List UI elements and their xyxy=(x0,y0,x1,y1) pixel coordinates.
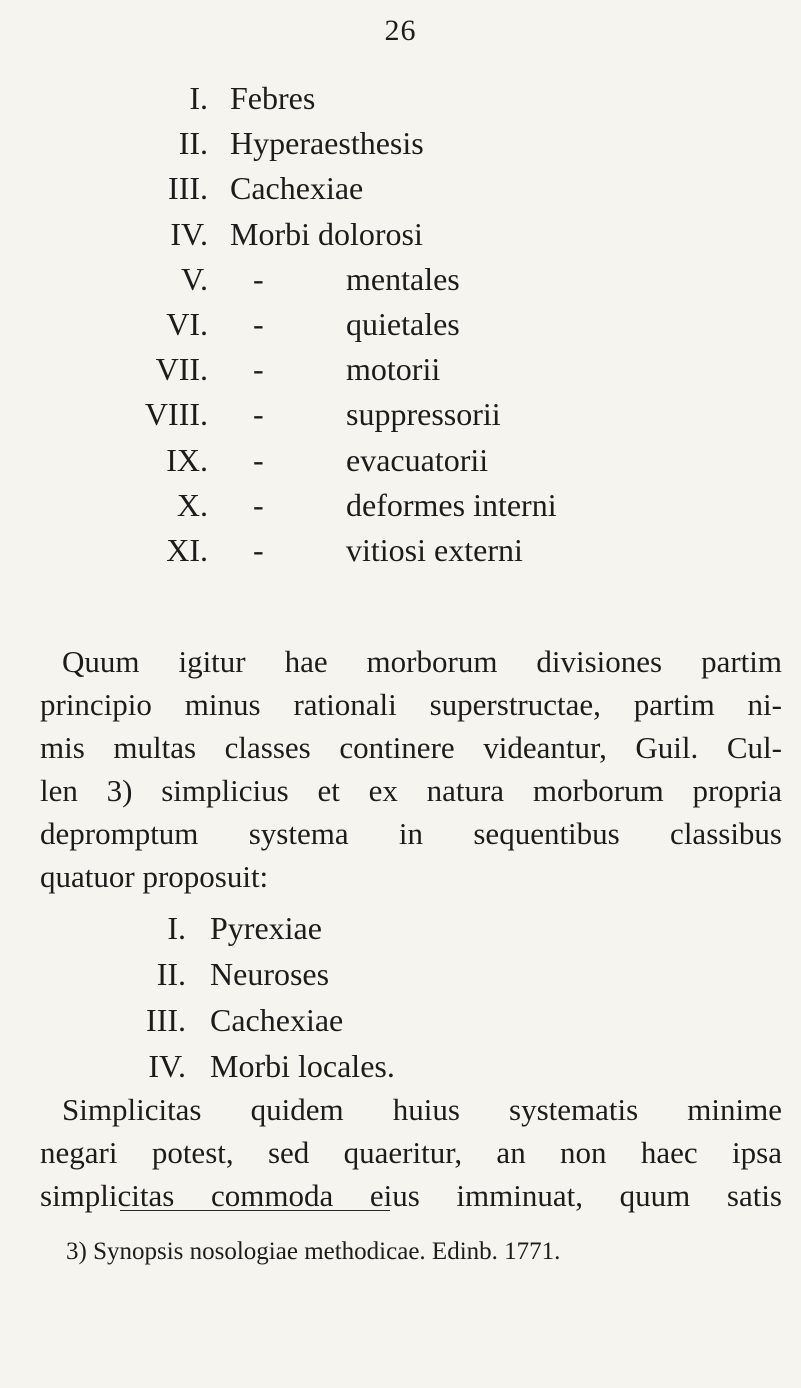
list-label: vitiosi externi xyxy=(346,532,523,568)
list-number: X. xyxy=(176,486,208,523)
text-line: quatuor proposuit: xyxy=(40,859,269,894)
text-line: simplicitas commoda eius imminuat, quum satis xyxy=(40,1178,782,1213)
list-label: Neuroses xyxy=(210,956,330,992)
text-line: Simplicitas quidem huius systematis minime xyxy=(62,1092,782,1127)
paragraph-simplicitas xyxy=(40,1088,782,1217)
text-line: mis multas classes continere videantur, Guil. Cul- xyxy=(40,730,782,765)
list-number: IV. xyxy=(148,1048,186,1084)
list-number: VII. xyxy=(155,351,208,388)
list-label: Cachexiae xyxy=(230,170,364,207)
list-label: Hyperaesthesis xyxy=(230,125,424,162)
paragraph-cullen xyxy=(40,640,782,898)
text-line: Quum igitur hae morborum divisiones partim xyxy=(62,644,782,679)
list-label: Pyrexiae xyxy=(210,910,322,946)
list-number: II. xyxy=(178,125,208,162)
list-number: I. xyxy=(167,910,186,946)
list-number: VIII. xyxy=(144,396,208,433)
list-number: IV. xyxy=(170,215,208,252)
ditto-dash: - xyxy=(253,441,264,478)
list-number: IX. xyxy=(166,441,208,478)
list-label: Morbi dolorosi xyxy=(230,215,423,252)
list-label: quietales xyxy=(346,306,460,342)
ditto-dash: - xyxy=(253,396,264,433)
footnote-rule xyxy=(120,1210,390,1211)
footnote: 3) Synopsis nosologiae methodicae. Edinb. 1771. xyxy=(66,1238,561,1265)
text-line: negari potest, sed quaeritur, an non haec ipsa xyxy=(40,1135,782,1170)
list-label: mentales xyxy=(346,260,460,297)
list-number: XI. xyxy=(166,532,208,568)
ditto-dash: - xyxy=(253,306,264,342)
text-line: len 3) simplicius et ex natura morborum propria xyxy=(40,773,782,808)
list-label: evacuatorii xyxy=(346,441,489,478)
list-label: Febres xyxy=(230,80,316,116)
ditto-dash: - xyxy=(253,260,264,297)
ditto-dash: - xyxy=(253,486,264,523)
ditto-dash: - xyxy=(253,532,264,568)
list-label: Cachexiae xyxy=(210,1002,344,1038)
list-number: II. xyxy=(156,956,186,992)
page-number: 26 xyxy=(384,14,417,47)
list-label: deformes interni xyxy=(346,486,557,523)
list-number: V. xyxy=(181,260,208,297)
list-label: Morbi locales. xyxy=(210,1048,395,1084)
text-line: principio minus rationali superstructae, partim ni- xyxy=(40,687,782,722)
list-number: I. xyxy=(189,80,208,116)
text-line: depromptum systema in sequentibus classibus xyxy=(40,816,782,851)
list-number: III. xyxy=(168,170,208,207)
list-label: motorii xyxy=(346,351,441,388)
list-number: III. xyxy=(146,1002,186,1038)
list-number: VI. xyxy=(166,306,208,342)
ditto-dash: - xyxy=(253,351,264,388)
list-label: suppressorii xyxy=(346,396,501,433)
